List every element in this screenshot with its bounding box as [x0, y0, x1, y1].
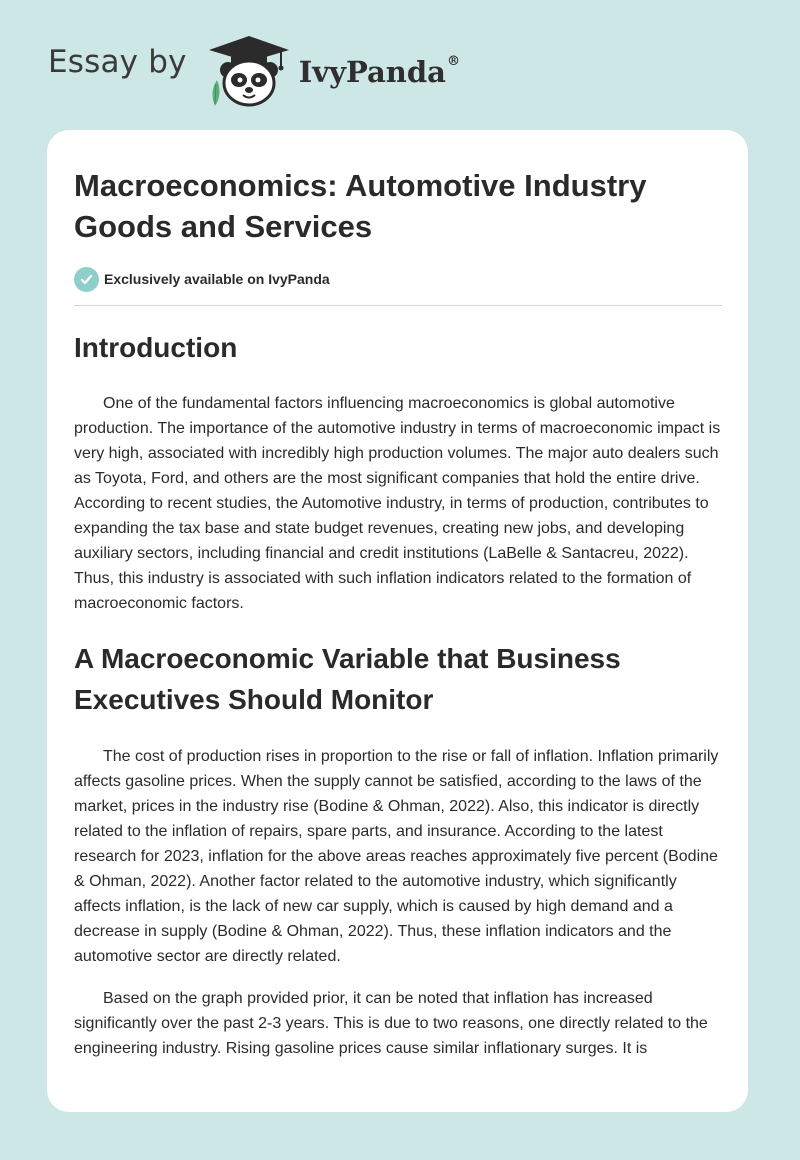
- brand-text: IvyPanda: [298, 55, 446, 89]
- section-heading-introduction: Introduction: [74, 332, 238, 363]
- check-icon: [74, 267, 99, 292]
- essay-by-label: Essay by: [48, 44, 187, 80]
- paragraph: The cost of production rises in proportion to the rise or fall of inflation. Inflation primarily affects gasoline prices. When the supply cannot be satisfied, according to the laws of the market, prices in the industry rise (Bodine & Ohman, 2022). Also, this indicator is directly related to the inflation of repairs, spare parts, and insurance. According to the latest research for 2023, inflation for the above areas reaches approximately five percent (Bodine & Ohman, 2022). Another factor related to the automotive industry, which significantly affects inflation, is the lack of new car supply, which is caused by high demand and a decrease in supply (Bodine & Ohman, 2022). Thus, these inflation indicators and the automotive sector are directly related.: [74, 748, 719, 965]
- paragraph: One of the fundamental factors influencing macroeconomics is global automotive production. The importance of the automotive industry in terms of macroeconomic impact is very high, associated with incredibly high production volumes. The major auto dealers such as Toyota, Ford, and others are the most significant companies that hold the entire drive. According to recent studies, the Automotive industry, in terms of production, contributes to expanding the tax base and state budget revenues, creating new jobs, and developing auxiliary sectors, including financial and credit institutions (LaBelle & Santacreu, 2022). Thus, this industry is associated with such inflation indicators related to the formation of macroeconomic factors.: [74, 395, 721, 612]
- section-heading-macroeconomic-variable: A Macroeconomic Variable that Business Executives Should Monitor: [74, 643, 621, 715]
- registered-mark: ®: [446, 54, 460, 70]
- essay-card: [47, 130, 748, 1112]
- title-divider: [74, 305, 722, 306]
- site-header: [48, 30, 460, 110]
- exclusive-label: Exclusively available on IvyPanda: [104, 271, 330, 287]
- paragraph: Based on the graph provided prior, it can be noted that inflation has increased significantly over the past 2-3 years. This is due to two reasons, one directly related to the engineering industry. Rising gasoline prices cause similar inflationary surges. It is: [74, 990, 708, 1057]
- exclusive-badge: [74, 265, 722, 293]
- panda-logo-icon[interactable]: [201, 30, 297, 110]
- brand-name[interactable]: [299, 55, 460, 89]
- essay-title: Macroeconomics: Automotive Industry Goods and Services: [74, 168, 647, 244]
